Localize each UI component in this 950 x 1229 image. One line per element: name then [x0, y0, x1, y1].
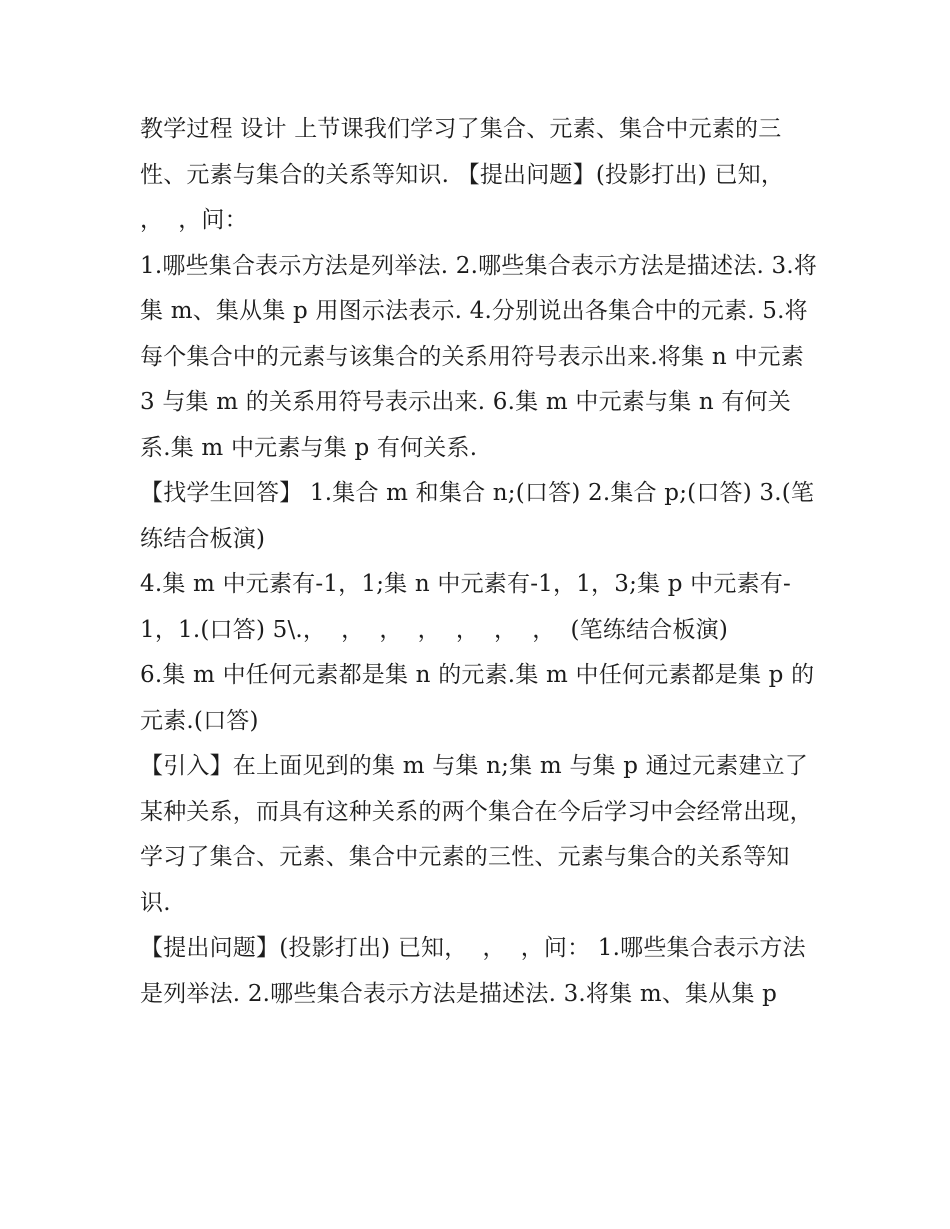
paragraph-intro: 教学过程 设计 上节课我们学习了集合、元素、集合中元素的三性、元素与集合的关系等知识. 【提出问题】(投影打出) 已知， ， ，问：: [140, 116, 800, 233]
paragraph-questions-repeat: 【提出问题】(投影打出) 已知， ， ，问： 1.哪些集合表示方法是列举法. 2.哪些集合表示方法是描述法. 3.将集 m、集从集 p: [140, 935, 806, 1007]
paragraph-questions: 1.哪些集合表示方法是列举法. 2.哪些集合表示方法是描述法. 3.将集 m、集从集 p 用图示法表示. 4.分别说出各集合中的元素. 5.将每个集合中的元素与该集合的关系用符号表示出来.将集 n 中元素 3 与集 m 的关系用符号表示出来. 6.集 m 中元素与集 n 有何关系.集 m 中元素与集 p 有何关系.: [140, 252, 818, 461]
document-body: [140, 107, 820, 1017]
paragraph-answers-1: 【找学生回答】 1.集合 m 和集合 n;(口答) 2.集合 p;(口答) 3.(笔练结合板演): [140, 480, 815, 552]
paragraph-answers-2: 4.集 m 中元素有-1，1;集 n 中元素有-1，1，3;集 p 中元素有-1，1.(口答) 5\.， ， ， ， ， ， ， (笔练结合板演): [140, 571, 791, 643]
paragraph-introduction: 【引入】在上面见到的集 m 与集 n;集 m 与集 p 通过元素建立了某种关系，而具有这种关系的两个集合在今后学习中会经常出现，学习了集合、元素、集合中元素的三性、元素与集合的关系等知识.: [140, 753, 813, 916]
paragraph-answers-3: 6.集 m 中任何元素都是集 n 的元素.集 m 中任何元素都是集 p 的元素.(口答): [140, 662, 815, 734]
